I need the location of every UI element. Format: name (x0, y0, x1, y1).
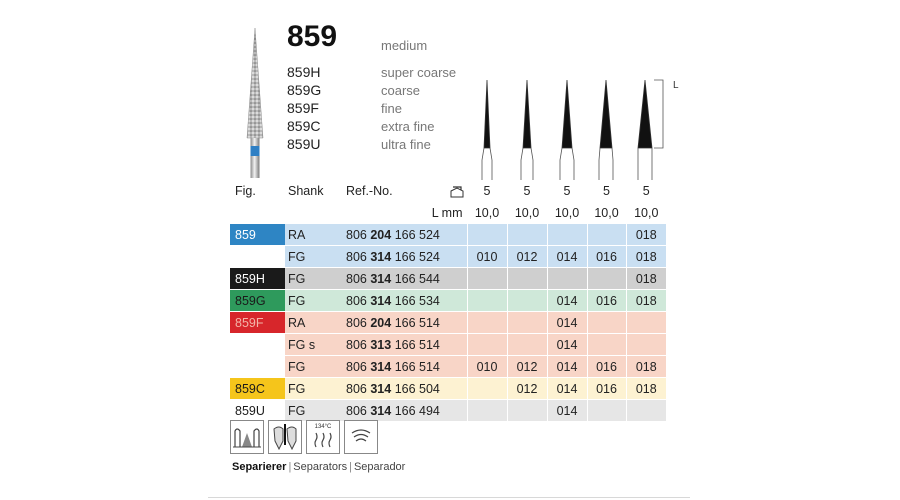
shank-type: FG (285, 268, 343, 290)
size-cell: 016 (587, 356, 626, 378)
reference-part: 314 (370, 293, 392, 308)
shank-type: FG (285, 378, 343, 400)
shank-type: FG (285, 290, 343, 312)
reference-part: 166 524 (394, 227, 440, 242)
size-cell (467, 312, 507, 334)
reference-part: 166 494 (394, 403, 440, 418)
figure-code: 859 (230, 224, 285, 246)
reference-number (343, 224, 467, 246)
reference-part: 806 (346, 403, 367, 418)
figure-code: 859F (230, 312, 285, 334)
reference-number (343, 290, 467, 312)
figure-code: 859G (230, 290, 285, 312)
variant-code: 859F (287, 100, 319, 116)
reference-part: 806 (346, 227, 367, 242)
reference-part: 806 (346, 249, 367, 264)
crown-preparation-icon (230, 420, 264, 454)
variant-code: 859C (287, 118, 321, 134)
product-number-title: 859 (287, 20, 338, 53)
cooling-spray-icon (344, 420, 378, 454)
reference-number (343, 312, 467, 334)
reference-part: 314 (370, 381, 392, 396)
table-row (230, 224, 666, 246)
reference-part: 166 524 (394, 249, 440, 264)
reference-part: 806 (346, 271, 367, 286)
length-label: L mm (230, 202, 467, 224)
size-cell: 014 (547, 334, 587, 356)
column-header-fig: Fig. (230, 180, 285, 202)
reference-part: 314 (370, 249, 392, 264)
size-cell: 018 (626, 268, 666, 290)
size-cell (547, 224, 587, 246)
category-caption: Separierer | Separators | Separador (232, 461, 406, 473)
table-row (230, 334, 666, 356)
table-row (230, 246, 666, 268)
size-cell: 012 (507, 246, 547, 268)
figure-code: 859H (230, 268, 285, 290)
reference-number (343, 400, 467, 422)
table-row (230, 400, 666, 422)
size-cell: 018 (626, 290, 666, 312)
reference-part: 204 (370, 227, 392, 242)
size-cell (587, 268, 626, 290)
table-row (230, 378, 666, 400)
reference-number (343, 378, 467, 400)
bottom-divider (208, 497, 690, 498)
reference-number (343, 246, 467, 268)
pack-count: 5 (547, 180, 587, 202)
shank-type: FG (285, 400, 343, 422)
variant-grade: coarse (381, 83, 421, 98)
shank-type: RA (285, 224, 343, 246)
size-cell (587, 224, 626, 246)
size-cell (507, 312, 547, 334)
size-cell: 014 (547, 290, 587, 312)
caption-main: Separierer (232, 461, 287, 473)
caption-en: Separators (293, 461, 348, 473)
size-cell: 016 (587, 378, 626, 400)
figure-code (230, 246, 285, 268)
length-value: 10,0 (587, 202, 626, 224)
pack-count: 5 (467, 180, 507, 202)
reference-number (343, 356, 467, 378)
pack-count: 5 (507, 180, 547, 202)
reference-part: 166 504 (394, 381, 440, 396)
size-cell (507, 400, 547, 422)
size-cell: 014 (547, 246, 587, 268)
title-grade: medium (381, 38, 428, 53)
reference-part: 166 514 (394, 359, 440, 374)
length-value: 10,0 (507, 202, 547, 224)
reference-part: 166 544 (394, 271, 440, 286)
size-cell: 012 (507, 356, 547, 378)
header-row (230, 180, 666, 202)
reference-part: 806 (346, 337, 367, 352)
table-row (230, 312, 666, 334)
reference-part: 314 (370, 359, 392, 374)
size-cell (467, 378, 507, 400)
size-cell: 014 (547, 356, 587, 378)
size-cell (467, 290, 507, 312)
shank-type: RA (285, 312, 343, 334)
pack-count: 5 (587, 180, 626, 202)
reference-part: 166 534 (394, 293, 440, 308)
size-cell (587, 400, 626, 422)
size-cell: 018 (626, 356, 666, 378)
column-header-shank: Shank (285, 180, 343, 202)
variant-grade: fine (381, 101, 402, 116)
reference-part: 204 (370, 315, 392, 330)
size-cell (467, 268, 507, 290)
reference-part: 166 514 (394, 337, 440, 352)
reference-part: 314 (370, 403, 392, 418)
variant-code: 859U (287, 136, 321, 152)
reference-part: 806 (346, 359, 367, 374)
figure-code (230, 334, 285, 356)
size-cell (507, 334, 547, 356)
size-cell (587, 312, 626, 334)
package-icon (450, 186, 464, 198)
figure-code: 859U (230, 400, 285, 422)
size-cell: 010 (467, 246, 507, 268)
length-value: 10,0 (626, 202, 666, 224)
figure-code: 859C (230, 378, 285, 400)
size-cell: 014 (547, 400, 587, 422)
size-cell: 018 (626, 378, 666, 400)
size-cell (626, 334, 666, 356)
table-row (230, 268, 666, 290)
figure-code (230, 356, 285, 378)
size-cell: 010 (467, 356, 507, 378)
column-header-ref: Ref.-No. (343, 180, 467, 202)
pack-count: 5 (626, 180, 666, 202)
caption-es: Separador (353, 461, 406, 473)
diamond-burr-image (244, 28, 274, 178)
variant-grade: super coarse (381, 65, 457, 80)
product-table (230, 180, 666, 422)
size-cell (547, 268, 587, 290)
size-cell (626, 400, 666, 422)
variant-code: 859H (287, 64, 321, 80)
length-dimension-label: L (673, 80, 679, 91)
reference-part: 313 (370, 337, 392, 352)
reference-part: 314 (370, 271, 392, 286)
size-cell (626, 312, 666, 334)
size-cell: 014 (547, 378, 587, 400)
size-cell: 018 (626, 246, 666, 268)
length-row (230, 202, 666, 224)
table-row (230, 356, 666, 378)
size-cell: 016 (587, 290, 626, 312)
size-cell: 012 (507, 378, 547, 400)
burr-profile-drawings (470, 76, 690, 180)
sterilization-134c-icon: 134°C (306, 420, 340, 454)
size-cell: 018 (626, 224, 666, 246)
reference-number (343, 334, 467, 356)
size-cell (467, 334, 507, 356)
shank-type: FG (285, 246, 343, 268)
shank-type: FG (285, 356, 343, 378)
reference-part: 806 (346, 293, 367, 308)
length-value: 10,0 (547, 202, 587, 224)
tooth-separation-icon (268, 420, 302, 454)
reference-number (343, 268, 467, 290)
size-cell: 014 (547, 312, 587, 334)
length-value: 10,0 (467, 202, 507, 224)
reference-part: 806 (346, 315, 367, 330)
reference-part: 806 (346, 381, 367, 396)
size-cell (587, 334, 626, 356)
variant-code: 859G (287, 82, 322, 98)
size-cell (467, 400, 507, 422)
variant-grade: extra fine (381, 119, 435, 134)
table-row (230, 290, 666, 312)
shank-type: FG s (285, 334, 343, 356)
size-cell (507, 268, 547, 290)
size-cell: 016 (587, 246, 626, 268)
size-cell (507, 224, 547, 246)
reference-part: 166 514 (394, 315, 440, 330)
size-cell (507, 290, 547, 312)
size-cell (467, 224, 507, 246)
variant-grade: ultra fine (381, 137, 431, 152)
